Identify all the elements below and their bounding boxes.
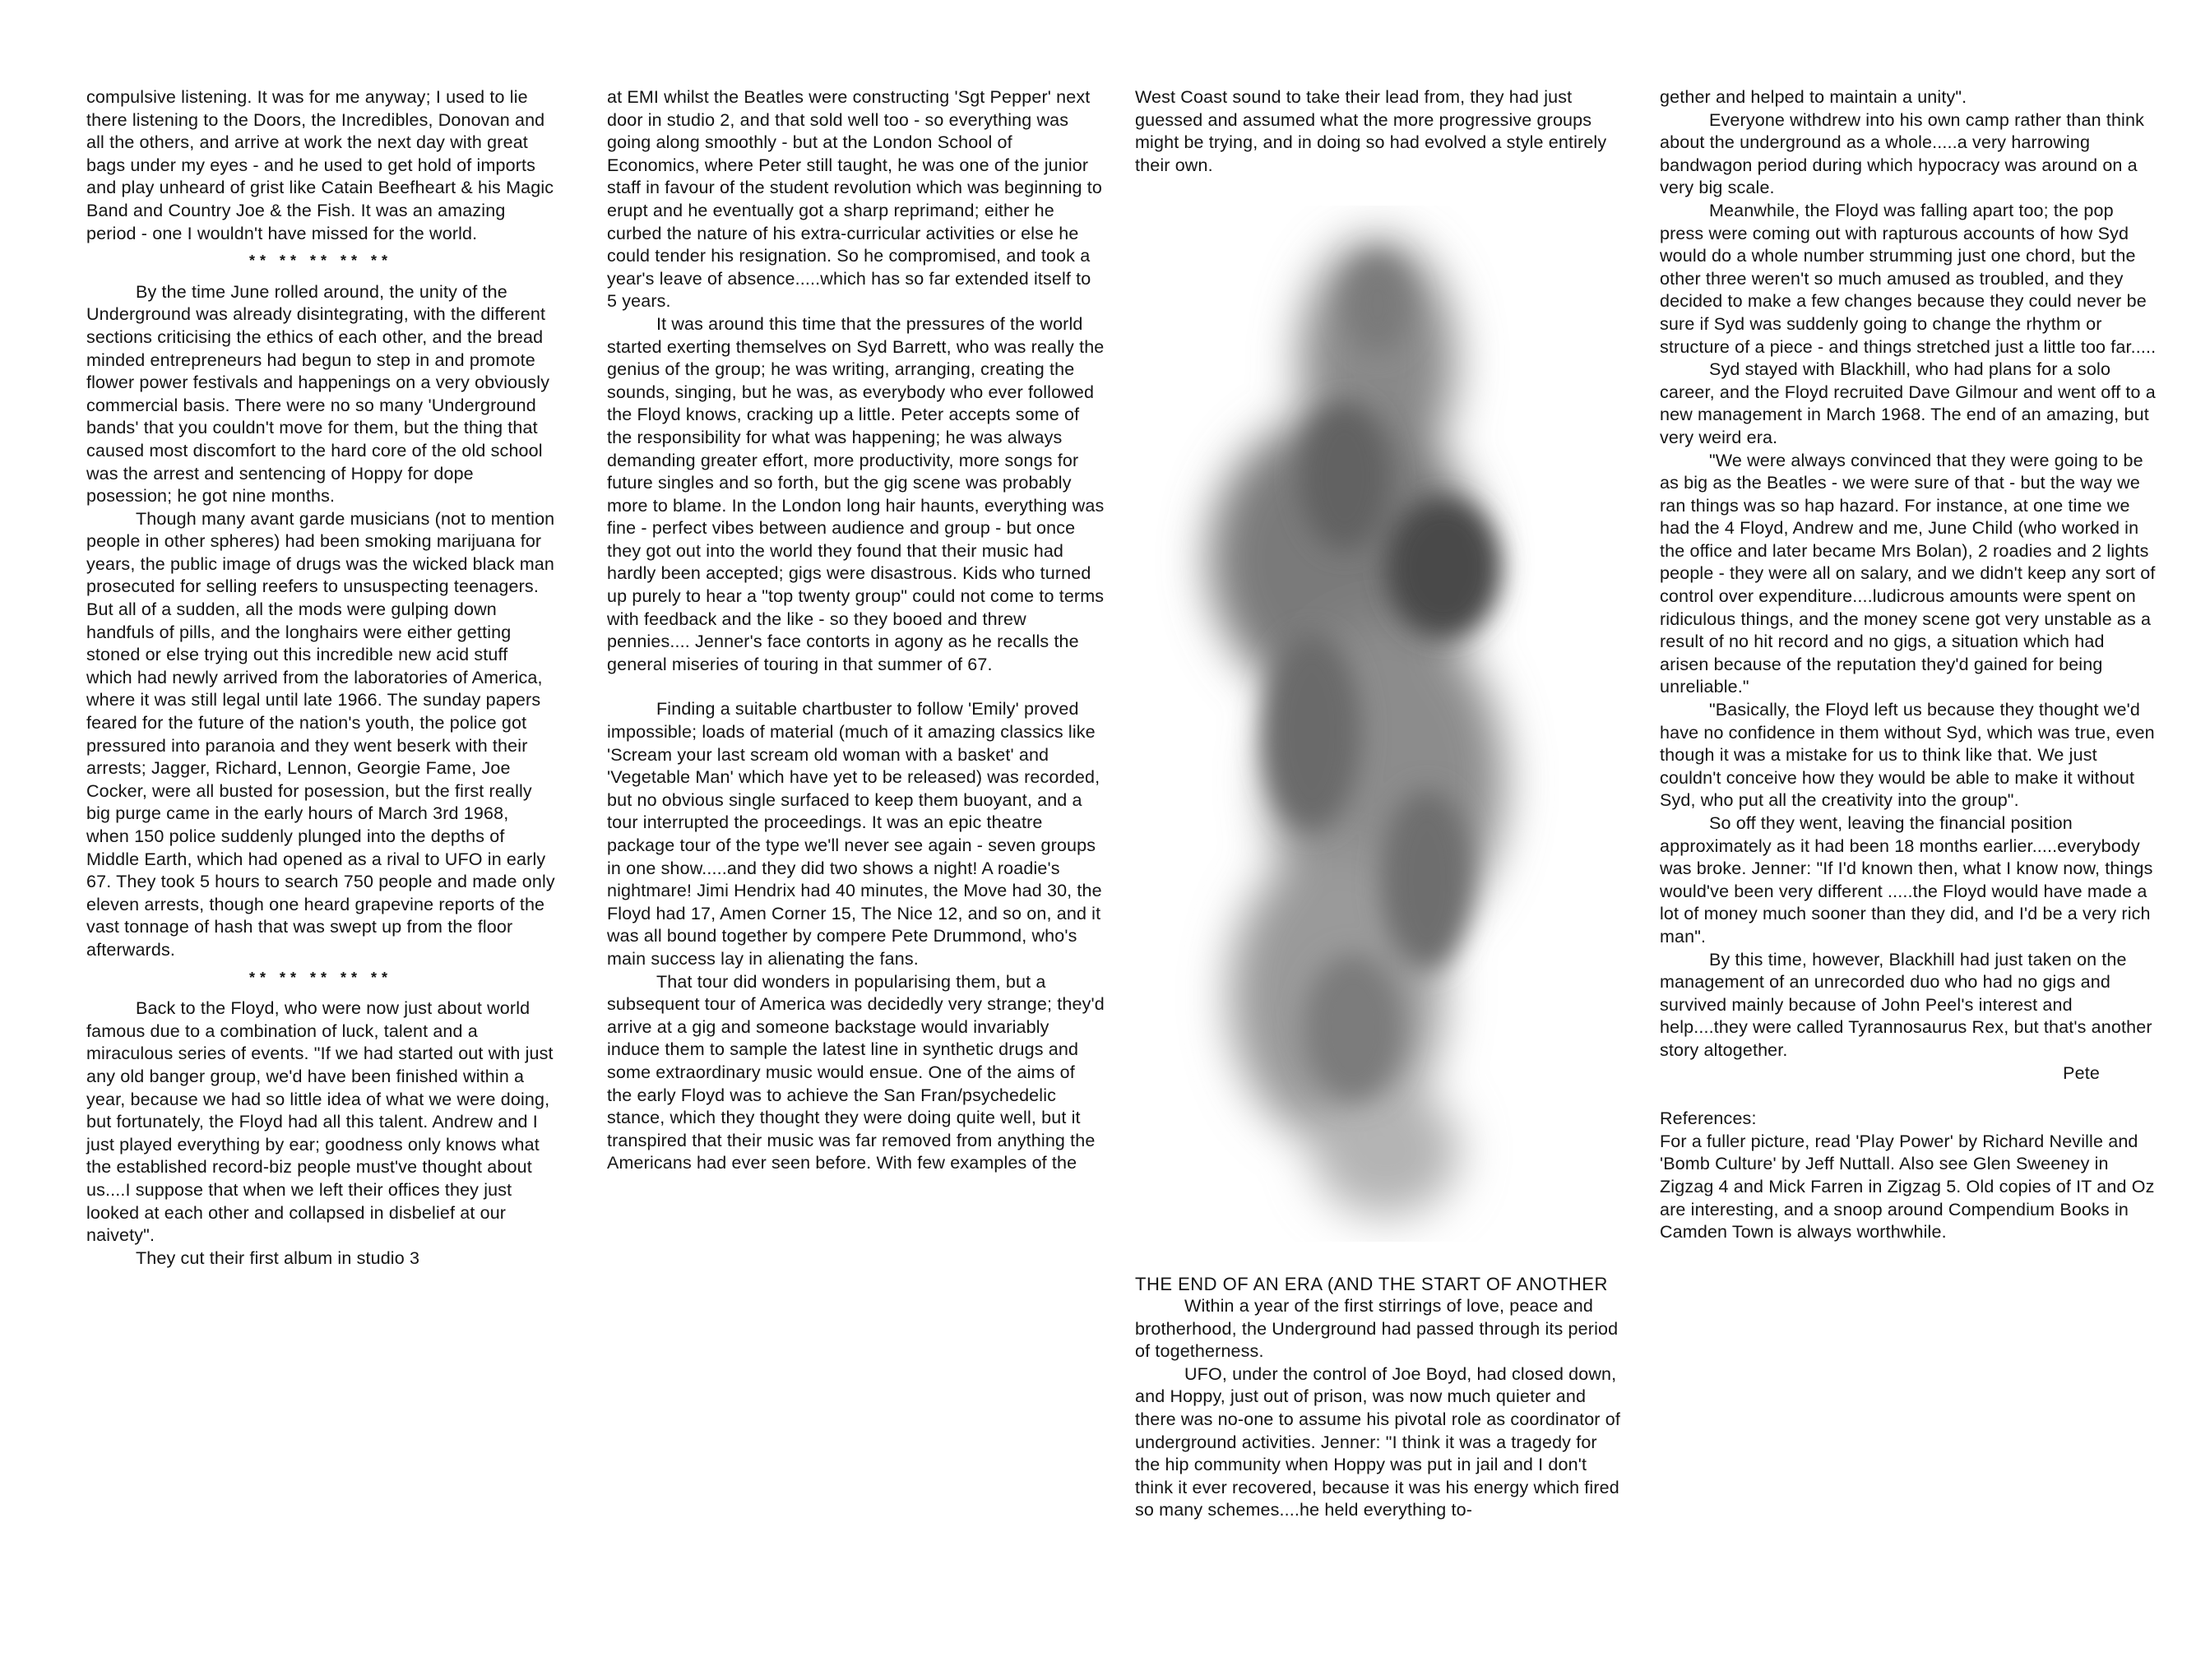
column-3: [1135, 86, 1620, 177]
col4-paragraph-4: Syd stayed with Blackhill, who had plans for a solo career, and the Floyd recruited Dave Gilmour and went off to a new management in March 1968. The end of an amazing, but very weird era.: [1660, 359, 2156, 447]
references-heading: References:: [1660, 1108, 1757, 1129]
col2-paragraph-4: That tour did wonders in popularising them, but a subsequent tour of America was decidedly very strange; they'd arrive at a gig and someone backstage would invariably induce them to sample the latest line in synthetic drugs and some extraordinary music would ensue. One of the aims of the early Floyd was to achieve the San Fran/psychedelic stance, which they thought they were doing quite well, but it transpired that their music was far removed from anything the Americans had ever seen before. With few examples of the: [607, 971, 1105, 1173]
col1-paragraph-4: Back to the Floyd, who were now just about world famous due to a combination of luck, talent and a miraculous series of events. "If we had started out with just any old banger group, we'd have been finished within a year, because we had so little idea of what we were doing, but fortunately, the Floyd had all this talent. Andrew and I just played everything by ear; goodness only knows what the established record-biz people must've thought about us....I suppose that when we left their offices they just looked at each other and collapsed in disbelief at our naivety".: [86, 998, 554, 1246]
column-3-lower: [1135, 1273, 1620, 1522]
col3-paragraph-2: Within a year of the first stirrings of love, peace and brotherhood, the Underground had passed through its period of togetherness.: [1135, 1296, 1619, 1362]
col1-paragraph-5: They cut their first album in studio 3: [136, 1247, 420, 1268]
blurred-photo: [1139, 206, 1600, 1242]
col4-paragraph-2: Everyone withdrew into his own camp rather than think about the underground as a whole.....a very harrowing bandwagon period during which hypocracy was around on a very big scale.: [1660, 109, 2144, 198]
signature-line: [1660, 1062, 2157, 1085]
col4-paragraph-6: "Basically, the Floyd left us because they thought we'd have no confidence in them without Syd, which was true, even though it was a mistake for us to think like that. We just couldn't conceive how they would be able to make it without Syd, who put all the creativity into the group".: [1660, 700, 2155, 811]
col4-paragraph-3: Meanwhile, the Floyd was falling apart too; the pop press were coming out with rapturous accounts of how Syd would do a whole number strumming just one chord, but the other three weren't so much amused as troubled, and they decided to make a few changes because they could never be sure if Syd was suddenly going to change the rhythm or structure of a piece - and things stretched just a little too far.....: [1660, 200, 2157, 357]
col3-paragraph-3: UFO, under the control of Joe Boyd, had closed down, and Hoppy, just out of prison, was now much quieter and there was no-one to assume his pivotal role as coordinator of underground activities. Jenner: "I think it was a tragedy for the hip community when Hoppy was put in jail and I don't think it ever recovered, because it was his energy which fired so many schemes....he held everything to-: [1135, 1363, 1620, 1520]
col4-paragraph-1: gether and helped to maintain a unity".: [1660, 87, 1967, 107]
section-divider-2: ** ** ** ** **: [248, 969, 393, 986]
author-signature: Pete: [2063, 1062, 2100, 1083]
section-headline: THE END OF AN ERA (AND THE START OF ANOTHER: [1135, 1274, 1608, 1294]
col2-paragraph-2: It was around this time that the pressures of the world started exerting themselves on Syd Barrett, who was really the genius of the group; he was writing, arranging, creating the sounds, singing, but he was, as everybody who ever followed the Floyd knows, cracking up a little. Peter accepts some of the responsibility for what was happening; he was always demanding greater effort, more productivity, more songs for future singles and so forth, but the gig scene was probably more to blame. In the London long hair haunts, everything was fine - perfect vibes between audience and group - but once they got out into the world they found that their music had hardly been accepted; gigs were disastrous. Kids who turned up purely to hear a "top twenty group" could not come to terms with feedback and the like - so they booed and threw pennies.... Jenner's face contorts in agony as he recalls the general miseries of touring in that summer of 67.: [607, 313, 1105, 674]
col1-paragraph-3: Though many avant garde musicians (not to mention people in other spheres) had been smoking marijuana for years, the public image of drugs was the wicked black man prosecuted for selling reefers to unsuspecting teenagers. But all of a sudden, all the mods were gulping down handfuls of pills, and the longhairs were either getting stoned or else trying out this incredible new acid stuff which had newly arrived from the laboratories of America, where it was still legal until late 1966. The sunday papers feared for the future of the nation's youth, the police got pressured into paranoia and they went beserk with their arrests; Jagger, Richard, Lennon, Georgie Fame, Joe Cocker, were all busted for posession, but the first really big purge came in the early hours of March 3rd 1968, when 150 police suddenly plunged into the depths of Middle Earth, which had opened as a rival to UFO in early 67. They took 5 hours to search 750 people and made only eleven arrests, though one heard grapevine reports of the vast tonnage of hash that was swept up from the floor afterwards.: [86, 508, 555, 960]
section-divider-1: ** ** ** ** **: [248, 252, 393, 270]
col2-paragraph-3: Finding a suitable chartbuster to follow 'Emily' proved impossible; loads of material (much of it amazing classics like 'Scream your last scream old woman with a basket' and 'Vegetable Man' which have yet to be released) was recorded, but no obvious single surfaced to keep them buoyant, and a tour interrupted the proceedings. It was an epic theatre package tour of the type we'll never see again - seven groups in one show.....and they did two shows a night! A roadie's nightmare! Jimi Hendrix had 40 minutes, the Move had 30, the Floyd had 17, Amen Corner 15, The Nice 12, and so on, and it was all bound together by compere Pete Drummond, who's main success lay in alienating the fans.: [607, 699, 1102, 969]
references-body: For a fuller picture, read 'Play Power' by Richard Neville and 'Bomb Culture' by Jeff Nuttall. Also see Glen Sweeney in Zigzag 4 and Mick Farren in Zigzag 5. Old copies of IT and Oz are interesting, and a snoop around Compendium Books in Camden Town is always worthwhile.: [1660, 1131, 2155, 1243]
col4-paragraph-8: By this time, however, Blackhill had just taken on the management of an unrecorded duo who had no gigs and survived mainly because of John Peel's interest and help....they were called Tyrannosaurus Rex, but that's another story altogether.: [1660, 949, 2152, 1060]
col2-paragraph-1: at EMI whilst the Beatles were constructing 'Sgt Pepper' next door in studio 2, and that sold well too - so everything was going along smoothly - but at the London School of Economics, where Peter still taught, he was one of the junior staff in favour of the student revolution which was beginning to erupt and he eventually got a sharp reprimand; either he curbed the nature of his extra-curricular activities or else he could tender his resignation. So he compromised, and took a year's leave of absence.....which has so far extended itself to 5 years.: [607, 87, 1103, 312]
col4-paragraph-7: So off they went, leaving the financial position approximately as it had been 18 months earlier.....everybody was broke. Jenner: "If I'd known then, what I know now, things would've been very different .....the Floyd would have made a lot of money much sooner than they did, and I'd be a very rich man".: [1660, 813, 2153, 946]
col4-paragraph-5: "We were always convinced that they were going to be as big as the Beatles - we were sure of that - but the way we ran things was so hap hazard. For instance, at one time we had the 4 Floyd, Andrew and me, June Child (who worked in the office and later became Mrs Bolan), 2 roadies and 2 lights people - they were all on salary, and we didn't keep any sort of control over expenditure....ludicrous amounts were spent on ridiculous things, and the money scene got very unstable as a result of no hit record and no gigs, a situation which had arisen because of the reputation they'd gained for being unreliable.": [1660, 450, 2156, 697]
col1-paragraph-1: compulsive listening. It was for me anyway; I used to lie there listening to the Doors, the Incredibles, Donovan and all the others, and arrive at work the next day with great bags under my eyes - and he used to get hold of imports and play unheard of grist like Catain Beefheart & his Magic Band and Country Joe & the Fish. It was an amazing period - one I wouldn't have missed for the world.: [86, 87, 554, 243]
col1-paragraph-2: By the time June rolled around, the unity of the Underground was already disintegrating, with the different sections criticising the ethics of each other, and the bread minded entrepreneurs had begun to step in and promote flower power festivals and happenings on a very obviously commercial basis. There were no so many 'Underground bands' that you couldn't move for them, but the thing that caused most discomfort to the hard core of the old school was the arrest and sentencing of Hoppy for dope posession; he got nine months.: [86, 281, 550, 507]
column-2: [607, 86, 1105, 1175]
column-1: [86, 86, 555, 1270]
references-block: [1660, 1108, 2157, 1244]
column-4: [1660, 86, 2157, 1244]
col3-paragraph-1: West Coast sound to take their lead from, they had just guessed and assumed what the more progressive groups might be trying, and in doing so had evolved a style entirely their own.: [1135, 87, 1607, 175]
